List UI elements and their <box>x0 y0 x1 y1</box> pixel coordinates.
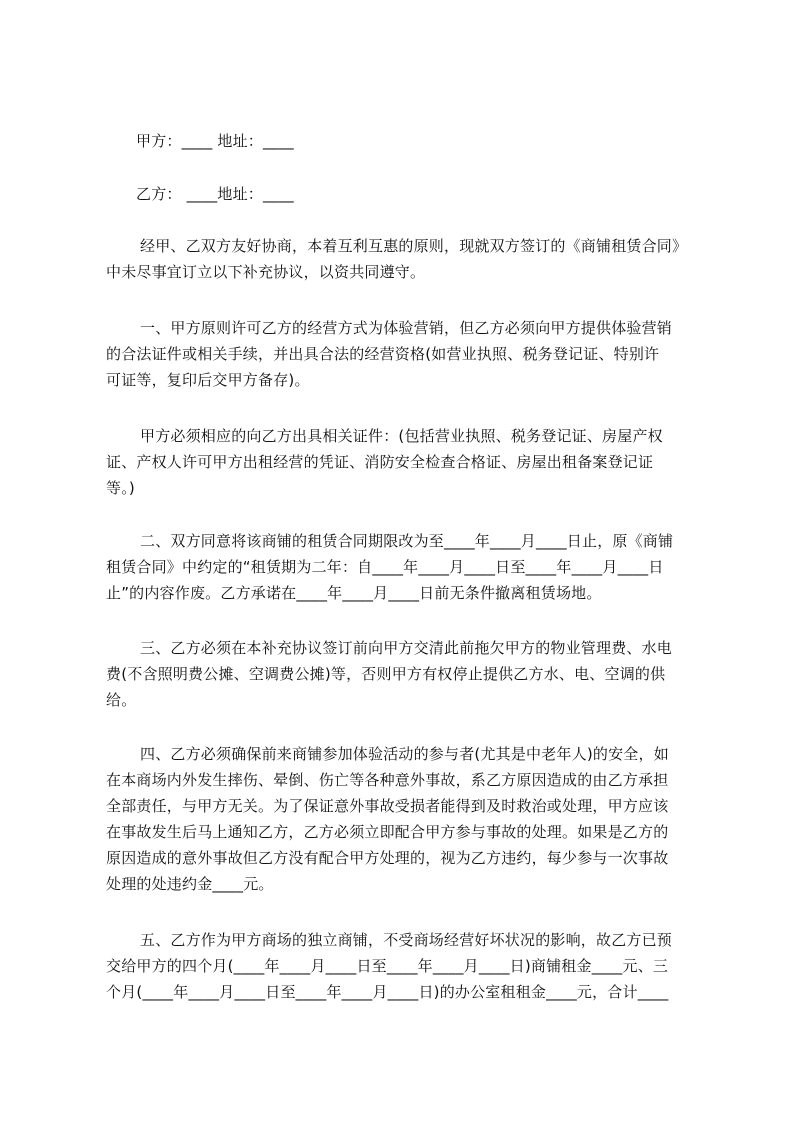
intro-line-2: 中未尽事宜订立以下补充协议，以资共同遵守。 <box>106 263 426 281</box>
clause2-line-2: 租赁合同》中约定的“租赁期为二年：自____年____月____日至____年____月____日 <box>106 558 664 576</box>
clause5-line-2: 交给甲方的四个月(____年____月____日至____年____月____日)商铺租金____元、三 <box>106 957 669 975</box>
clause5-line-3: 个月(____年____月____日至____年____月____日)的办公室租租金____元，合计____ <box>106 983 669 1001</box>
clause4-line-4: 在事故发生后马上通知乙方，乙方必须立即配合甲方参与事故的处理。如果是乙方的 <box>106 823 669 841</box>
clause1-note-line-2: 证、产权人许可甲方出租经营的凭证、消防安全检查合格证、房屋出租备案登记证 <box>106 453 654 471</box>
intro-line-1: 经甲、乙双方友好协商，本着互利互惠的原则，现就双方签订的《商铺租赁合同》 <box>140 237 688 255</box>
clause1-line-3: 可证等，复印后交甲方备存)。 <box>106 371 310 389</box>
clause3-line-3: 给。 <box>106 691 137 709</box>
clause1-note-line-3: 等。) <box>106 479 135 497</box>
party-a-line: 甲方：____ 地址：____ <box>136 132 294 150</box>
clause5-line-1: 五、乙方作为甲方商场的独立商铺，不受商场经营好坏状况的影响，故乙方已预 <box>140 931 673 949</box>
clause1-line-2: 的合法证件或相关手续，并出具合法的经营资格(如营业执照、税务登记证、特别许 <box>106 345 660 363</box>
clause2-line-1: 二、双方同意将该商铺的租赁合同期限改为至____年____月____日止，原《商铺 <box>140 532 674 550</box>
clause2-line-3: 止”的内容作废。乙方承诺在____年____月____日前无条件撤离租赁场地。 <box>106 584 602 602</box>
clause4-line-2: 在本商场内外发生摔伤、晕倒、伤亡等各种意外事故，系乙方原因造成的由乙方承担 <box>106 771 669 789</box>
clause1-line-1: 一、甲方原则许可乙方的经营方式为体验营销，但乙方必须向甲方提供体验营销 <box>140 319 673 337</box>
clause4-line-1: 四、乙方必须确保前来商铺参加体验活动的参与者(尤其是中老年人)的安全，如 <box>140 745 669 763</box>
clause4-line-5: 原因造成的意外事故但乙方没有配合甲方处理的，视为乙方违约，每少参与一次事故 <box>106 849 669 867</box>
clause4-line-6: 处理的处违约金____元。 <box>106 875 274 893</box>
party-b-line: 乙方： ____地址：____ <box>136 185 294 203</box>
clause3-line-1: 三、乙方必须在本补充协议签订前向甲方交清此前拖欠甲方的物业管理费、水电 <box>140 639 673 657</box>
clause4-line-3: 全部责任，与甲方无关。为了保证意外事故受损者能得到及时救治或处理，甲方应该 <box>106 797 669 815</box>
clause1-note-line-1: 甲方必须相应的向乙方出具相关证件：(包括营业执照、税务登记证、房屋产权 <box>140 427 663 445</box>
clause3-line-2: 费(不含照明费公摊、空调费公摊)等，否则甲方有权停止提供乙方水、电、空调的供 <box>106 665 666 683</box>
